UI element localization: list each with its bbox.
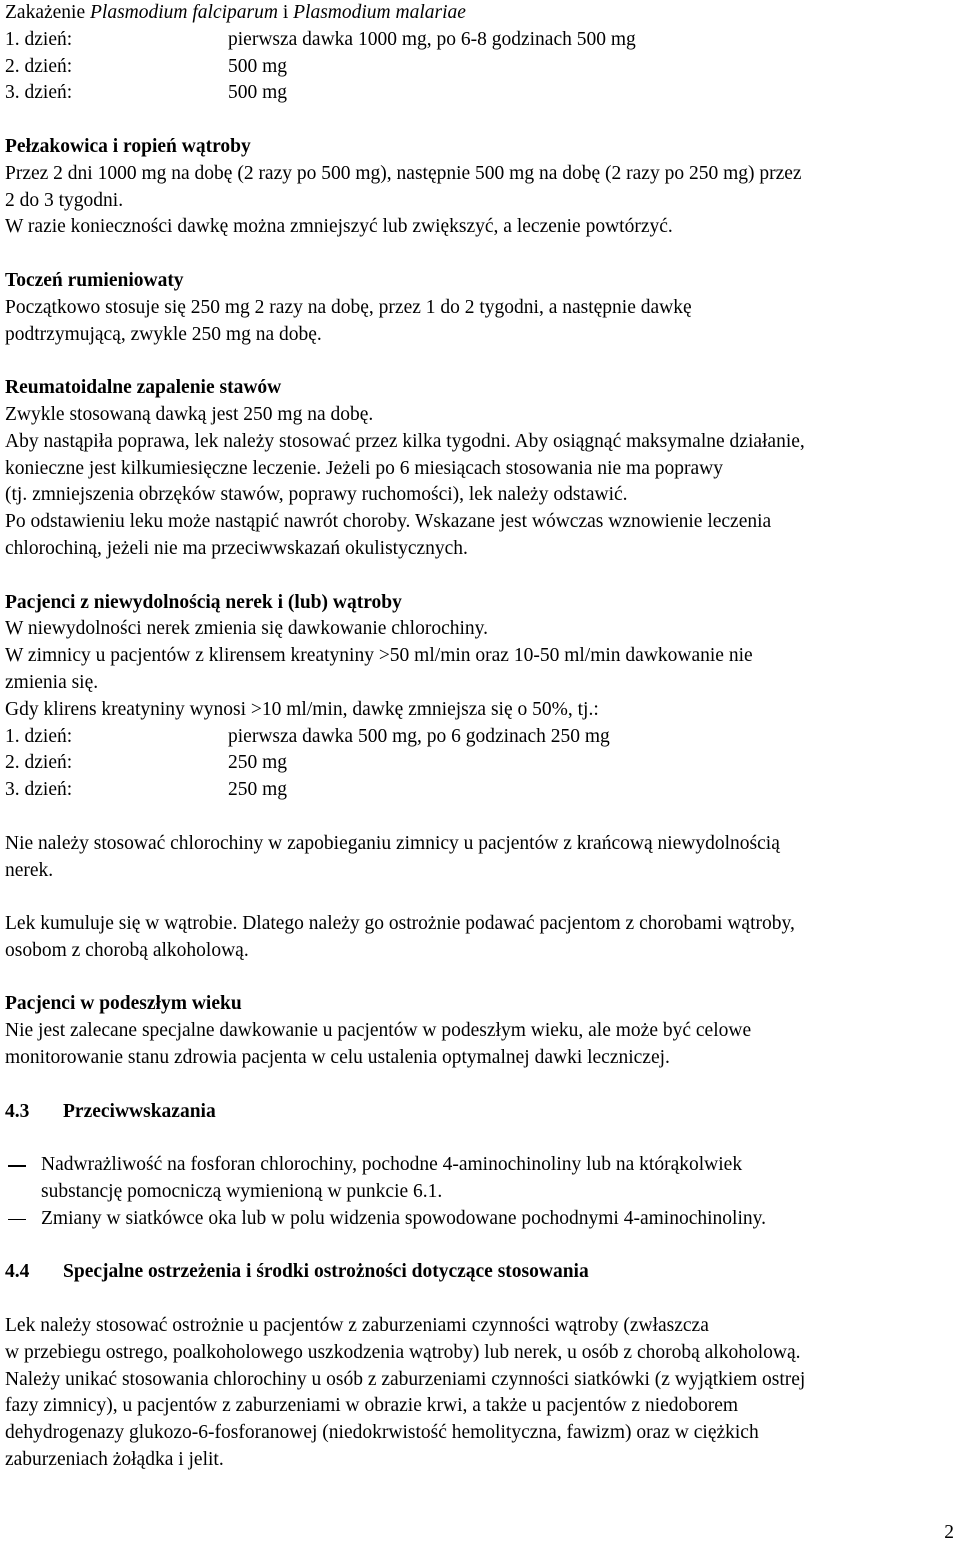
ra-heading: Reumatoidalne zapalenie stawów bbox=[5, 377, 282, 399]
paragraph-line: Należy unikać stosowania chlorochiny u osób z zaburzeniami czynności siatkówki (z wyjątkiem ostrej bbox=[5, 1368, 806, 1390]
paragraph-line: W niewydolności nerek zmienia się dawkowanie chlorochiny. bbox=[5, 618, 489, 640]
paragraph-line: w przebiegu ostrego, poalkoholowego uszkodzenia wątroby) lub nerek, u osób z chorobą alkoholową. bbox=[5, 1341, 801, 1363]
paragraph-line: nerek. bbox=[5, 859, 54, 881]
paragraph-line: dehydrogenazy glukozo-6-fosforanowej (niedokrwistość hemolityczna, fawizm) oraz w ciężkich bbox=[5, 1422, 759, 1444]
paragraph-line: chlorochiną, jeżeli nie ma przeciwwskazań okulistycznych. bbox=[5, 537, 468, 559]
document-page bbox=[5, 0, 955, 1474]
paragraph-line: Początkowo stosuje się 250 mg 2 razy na dobę, przez 1 do 2 tygodni, a następnie dawkę bbox=[5, 296, 692, 318]
paragraph-line: W razie konieczności dawkę można zmniejszyć lub zwiększyć, a leczenie powtórzyć. bbox=[5, 216, 673, 238]
dose-row: 3. dzień: 500 mg bbox=[5, 82, 288, 104]
dose-row: 1. dzień: pierwsza dawka 500 mg, po 6 godzinach 250 mg bbox=[5, 725, 610, 747]
paragraph-line: Przez 2 dni 1000 mg na dobę (2 razy po 500 mg), następnie 500 mg na dobę (2 razy po 250 mg) przez bbox=[5, 162, 802, 184]
paragraph-line: Nie należy stosować chlorochiny w zapobieganiu zimnicy u pacjentów z krańcową niewydolnością bbox=[5, 832, 780, 854]
list-item: Zmiany w siatkówce oka lub w polu widzenia spowodowane pochodnymi 4-aminochinoliny. bbox=[41, 1207, 766, 1229]
paragraph-line: Gdy klirens kreatyniny wynosi >10 ml/min, dawkę zmniejsza się o 50%, tj.: bbox=[5, 698, 599, 720]
list-item: Nadwrażliwość na fosforan chlorochiny, pochodne 4-aminochinoliny lub na którąkolwiek substancję pomocniczą wymienioną w punkcie 6.1. bbox=[41, 1154, 743, 1203]
section-heading-4-4: 4.4 Specjalne ostrzeżenia i środki ostrożności dotyczące stosowania bbox=[5, 1261, 589, 1283]
section-heading-4-3: 4.3 Przeciwwskazania bbox=[5, 1100, 216, 1122]
page-number: 2 bbox=[944, 1522, 954, 1543]
paragraph-line: Po odstawieniu leku może nastąpić nawrót choroby. Wskazane jest wówczas wznowienie leczenia bbox=[5, 511, 772, 533]
paragraph-line: (tj. zmniejszenia obrzęków stawów, poprawy ruchomości), lek należy odstawić. bbox=[5, 484, 628, 506]
dose-row: 1. dzień: pierwsza dawka 1000 mg, po 6-8 godzinach 500 mg bbox=[5, 28, 636, 50]
dose-row: 2. dzień: 500 mg bbox=[5, 55, 288, 77]
renal-heading: Pacjenci z niewydolnością nerek i (lub) wątroby bbox=[5, 591, 402, 613]
paragraph-line: 2 do 3 tygodni. bbox=[5, 189, 124, 211]
paragraph-line: Lek należy stosować ostrożnie u pacjentów z zaburzeniami czynności wątroby (zwłaszcza bbox=[5, 1315, 709, 1337]
paragraph-line: Lek kumuluje się w wątrobie. Dlatego należy go ostrożnie podawać pacjentom z chorobami wątroby, bbox=[5, 913, 795, 935]
paragraph-line: Aby nastąpiła poprawa, lek należy stosować przez kilka tygodni. Aby osiągnąć maksymalne działanie, bbox=[5, 430, 805, 452]
paragraph-line: zaburzeniach żołądka i jelit. bbox=[5, 1449, 224, 1471]
malaria-heading: Zakażenie Plasmodium falciparum i Plasmodium malariae bbox=[5, 2, 466, 23]
amoebiasis-heading: Pełzakowica i ropień wątroby bbox=[5, 135, 251, 157]
paragraph-line: osobom z chorobą alkoholową. bbox=[5, 939, 249, 961]
paragraph-line: konieczne jest kilkumiesięczne leczenie. Jeżeli po 6 miesiącach stosowania nie ma poprawy bbox=[5, 457, 723, 479]
elderly-heading: Pacjenci w podeszłym wieku bbox=[5, 993, 242, 1015]
paragraph-line: monitorowanie stanu zdrowia pacjenta w celu ustalenia optymalnej dawki leczniczej. bbox=[5, 1047, 670, 1069]
dose-row: 2. dzień: 250 mg bbox=[5, 752, 288, 774]
paragraph-line: Zwykle stosowaną dawką jest 250 mg na dobę. bbox=[5, 403, 374, 425]
paragraph-line: zmienia się. bbox=[5, 671, 99, 693]
paragraph-line: fazy zimnicy), u pacjentów z zaburzeniami w obrazie krwi, a także u pacjentów z niedoborem bbox=[5, 1395, 739, 1417]
paragraph-line: Nie jest zalecane specjalne dawkowanie u pacjentów w podeszłym wieku, ale może być celowe bbox=[5, 1020, 752, 1042]
lupus-heading: Toczeń rumieniowaty bbox=[5, 269, 184, 291]
paragraph-line: W zimnicy u pacjentów z klirensem kreatyniny >50 ml/min oraz 10-50 ml/min dawkowanie nie bbox=[5, 645, 753, 667]
paragraph-line: podtrzymującą, zwykle 250 mg na dobę. bbox=[5, 323, 322, 345]
dose-row: 3. dzień: 250 mg bbox=[5, 779, 288, 801]
